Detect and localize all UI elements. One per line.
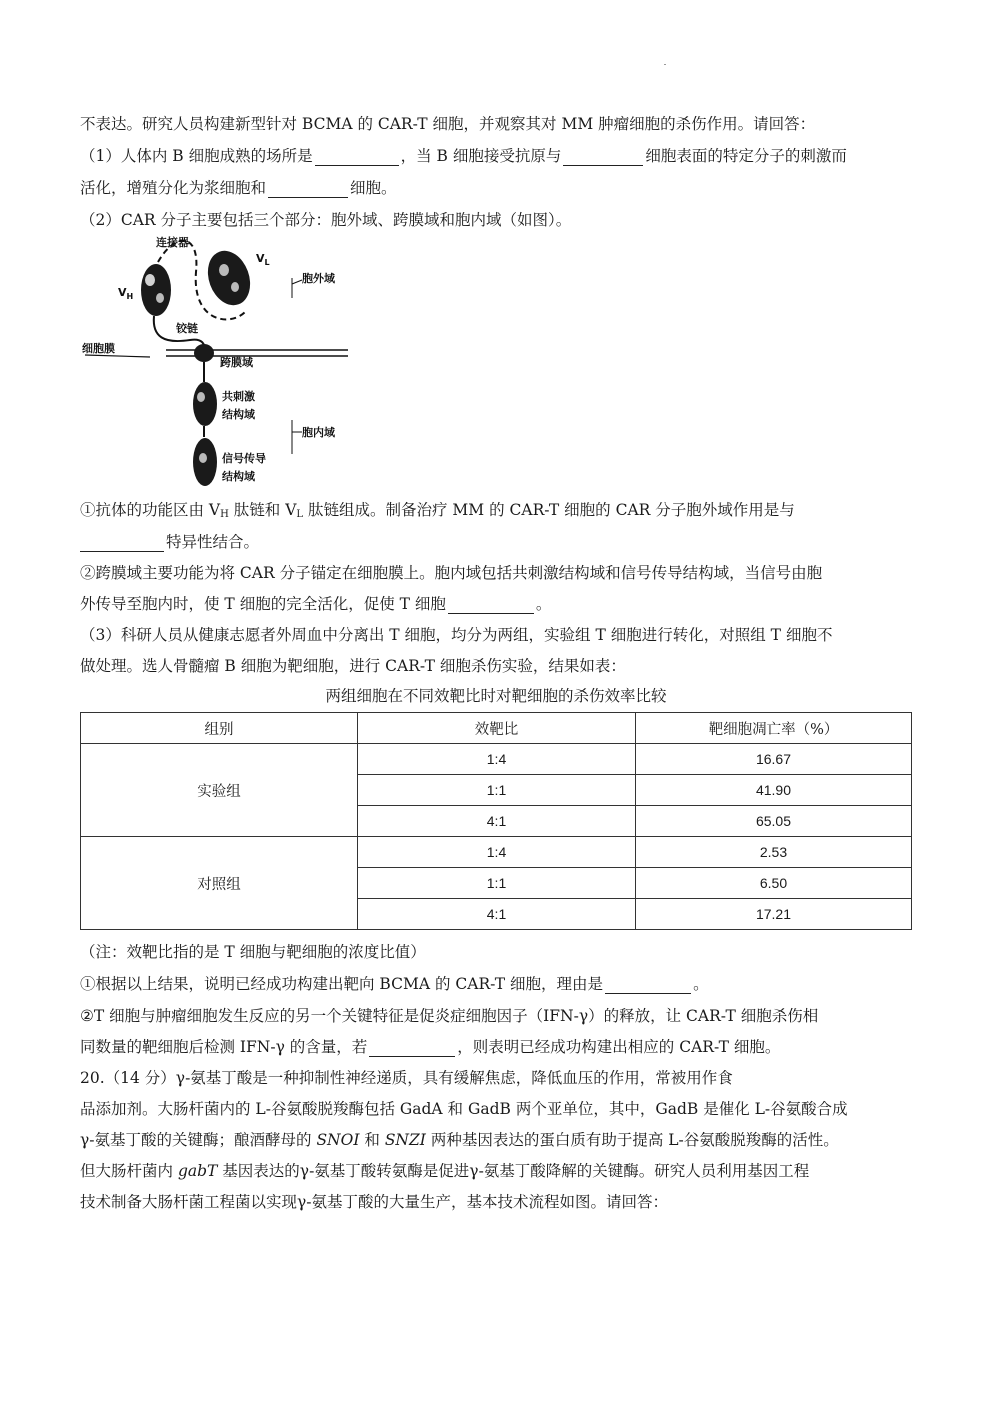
q2-blank-2[interactable] (448, 597, 534, 614)
q3-blank-2[interactable] (369, 1040, 455, 1057)
q3-sub2-text-a: ②T 细胞与肿瘤细胞发生反应的另一个关键特征是促炎症细胞因子（IFN-γ）的释放，让 CAR-T 细胞杀伤相 (80, 1007, 819, 1025)
label-costim-2: 结构域 (222, 408, 255, 421)
q1-text-a: （1）人体内 B 细胞成熟的场所是 (80, 147, 313, 165)
label-vh-main: V (118, 286, 127, 299)
ratio-cell: 4:1 (358, 899, 636, 930)
q3-sub1-line (80, 974, 709, 994)
label-membrane: 细胞膜 (82, 342, 115, 355)
header-apoptosis: 靶细胞凋亡率（%） (636, 713, 912, 744)
intro-line (80, 114, 815, 134)
ratio-cell: 1:4 (358, 837, 636, 868)
q2-sub1-vh-sub: H (220, 509, 229, 520)
q3-sub2-text-c: ，则表明已经成功构建出相应的 CAR-T 细胞。 (457, 1038, 781, 1056)
q2-sub1-text-a: ①抗体的功能区由 V (80, 501, 221, 519)
q1-blank-3[interactable] (268, 181, 348, 198)
costimulatory-domain (193, 382, 217, 426)
label-hinge: 铰链 (176, 322, 198, 335)
q1-blank-1[interactable] (315, 149, 399, 166)
q20-line (80, 1068, 733, 1088)
q2-sub2-text-a: ②跨膜域主要功能为将 CAR 分子锚定在细胞膜上。胞内域包括共刺激结构域和信号传导结构域，当信号由胞 (80, 564, 823, 582)
label-extracellular: 胞外域 (302, 272, 335, 285)
q2-text: （2）CAR 分子主要包括三个部分：胞外域、跨膜域和胞内域（如图）。 (80, 211, 572, 229)
q1-blank-2[interactable] (563, 149, 643, 166)
q20-line-2 (80, 1099, 848, 1119)
q2-sub1-line-2 (80, 532, 259, 552)
q1-text-c: 细胞表面的特定分子的刺激而 (645, 147, 847, 165)
gene-snzi: SNZI (384, 1131, 426, 1149)
table-header-row (81, 713, 912, 744)
q3-sub2-line (80, 1006, 818, 1026)
extracellular-bracket-tick (292, 280, 302, 284)
table-note-text: （注：效靶比指的是 T 细胞与靶细胞的浓度比值） (80, 943, 426, 961)
label-vh (118, 286, 133, 301)
membrane-pointer (85, 355, 150, 357)
group-experimental: 实验组 (81, 744, 358, 837)
q1-line (80, 146, 847, 166)
q1-line-2 (80, 178, 397, 198)
q2-sub1-vl-sub: L (296, 509, 304, 520)
results-table (80, 712, 912, 930)
rate-cell: 65.05 (636, 806, 912, 837)
label-vl-main: V (256, 252, 265, 265)
group-control: 对照组 (81, 837, 358, 930)
label-signal-2: 结构域 (222, 470, 255, 483)
q3-text-b: 做处理。选人骨髓瘤 B 细胞为靶细胞，进行 CAR-T 细胞杀伤实验，结果如表： (80, 657, 626, 675)
gene-gabt: gabT (177, 1162, 218, 1180)
q20-text-e: 两种基因表达的蛋白质有助于提高 L-谷氨酸脱羧酶的活性。 (425, 1131, 839, 1149)
vh-domain (141, 264, 171, 316)
rate-cell: 17.21 (636, 899, 912, 930)
table-note (80, 942, 426, 962)
q2-sub1-text-b: 肽链和 V (228, 501, 297, 519)
q20-line-4 (80, 1161, 809, 1181)
q3-text-a: （3）科研人员从健康志愿者外周血中分离出 T 细胞，均分为两组，实验组 T 细胞进行转化，对照组 T 细胞不 (80, 626, 833, 644)
car-structure-diagram (80, 232, 360, 494)
label-costim-1: 共刺激 (222, 390, 255, 403)
q3-line-2 (80, 656, 626, 676)
table-row (81, 837, 912, 868)
transmembrane-domain (194, 344, 214, 362)
rate-cell: 16.67 (636, 744, 912, 775)
q20-line-5 (80, 1192, 668, 1212)
table-row (81, 744, 912, 775)
q20-text-h: 技术制备大肠杆菌工程菌以实现γ-氨基丁酸的大量生产，基本技术流程如图。请回答： (80, 1193, 669, 1211)
header-ratio: 效靶比 (358, 713, 636, 744)
q20-line-3 (80, 1130, 839, 1150)
q20-text-g: 基因表达的γ-氨基丁酸转氨酶是促进γ-氨基丁酸降解的关键酶。研究人员利用基因工程 (217, 1162, 810, 1180)
q2-sub1-text-c: 肽链组成。制备治疗 MM 的 CAR-T 细胞的 CAR 分子胞外域作用是与 (303, 501, 795, 519)
q20-text-c: γ-氨基丁酸的关键酶；酿酒酵母的 (80, 1131, 317, 1149)
q2-sub2-line (80, 563, 822, 583)
q1-text-d: 活化，增殖分化为浆细胞和 (80, 179, 267, 197)
ratio-cell: 1:1 (358, 775, 636, 806)
q2-sub2-text-b: 外传导至胞内时，使 T 细胞的完全活化，促使 T 细胞 (80, 595, 446, 613)
rate-cell: 41.90 (636, 775, 912, 806)
rate-cell: 6.50 (636, 868, 912, 899)
ratio-cell: 1:4 (358, 744, 636, 775)
q20-text-d: 和 (359, 1131, 385, 1149)
q20-text-a: 20.（14 分）γ-氨基丁酸是一种抑制性神经递质，具有缓解焦虑，降低血压的作用，常被用作食 (80, 1069, 733, 1087)
q2-sub1-line (80, 500, 795, 525)
q3-sub2-line-2 (80, 1037, 780, 1057)
vl-domain (201, 245, 258, 311)
label-vh-sub: H (126, 292, 134, 301)
q3-sub1-text-b: 。 (693, 975, 709, 993)
label-vl (256, 252, 270, 267)
q3-line (80, 625, 832, 645)
q3-sub2-text-b: 同数量的靶细胞后检测 IFN-γ 的含量，若 (80, 1038, 368, 1056)
ratio-cell: 1:1 (358, 868, 636, 899)
q20-text-b: 品添加剂。大肠杆菌内的 L-谷氨酸脱羧酶包括 GadA 和 GadB 两个亚单位，其中，GadB 是催化 L-谷氨酸合成 (80, 1100, 848, 1118)
q20-text-f: 但大肠杆菌内 (80, 1162, 178, 1180)
q2-sub2-line-2 (80, 594, 551, 614)
label-vl-sub: L (264, 258, 270, 267)
q2-sub2-text-c: 。 (535, 595, 552, 613)
q1-text-e: 细胞。 (350, 179, 397, 197)
q3-blank-1[interactable] (605, 977, 691, 994)
intro-text: 不表达。研究人员构建新型针对 BCMA 的 CAR-T 细胞，并观察其对 MM 肿瘤细胞的杀伤作用。请回答： (80, 115, 816, 133)
label-signal-1: 信号传导 (222, 452, 266, 465)
table-caption: 两组细胞在不同效靶比时对靶细胞的杀伤效率比较 (325, 687, 667, 705)
q2-blank-1[interactable] (80, 535, 164, 552)
scan-dot (664, 64, 666, 65)
signaling-domain (193, 438, 217, 486)
gene-snoi: SNOI (316, 1131, 360, 1149)
label-connector: 连接器 (156, 236, 189, 249)
q1-text-b: ，当 B 细胞接受抗原与 (400, 147, 562, 165)
q3-sub1-text-a: ①根据以上结果，说明已经成功构建出靶向 BCMA 的 CAR-T 细胞，理由是 (80, 975, 604, 993)
q2-line (80, 210, 571, 230)
label-transmembrane: 跨膜域 (220, 356, 253, 369)
ratio-cell: 4:1 (358, 806, 636, 837)
label-intracellular: 胞内域 (302, 426, 335, 439)
header-group: 组别 (81, 713, 358, 744)
rate-cell: 2.53 (636, 837, 912, 868)
q2-sub1-text-d: 特异性结合。 (166, 533, 260, 551)
